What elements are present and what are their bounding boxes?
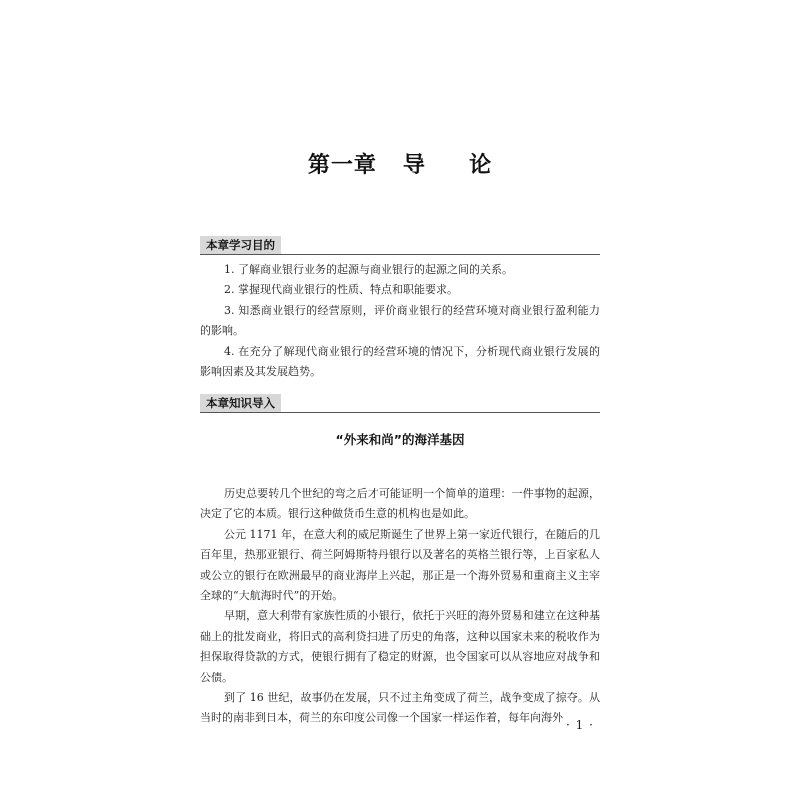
story-paragraph: 早期，意大利带有家族性质的小银行，依托于兴旺的海外贸易和建立在这种基础上的批发商业，将旧式的高利贷扫进了历史的角落，这种以国家未来的税收作为担保取得贷款的方式，使银行拥有了稳定的财源，也令国家可以从容地应对战争和公债。 xyxy=(200,609,600,684)
objective-item: 4. 在充分了解现代商业银行的经营环境的情况下，分析现代商业银行发展的影响因素及其发展趋势。 xyxy=(200,344,600,379)
introduction-section-label xyxy=(200,394,600,413)
chapter-title: 第一章 导 论 xyxy=(307,153,493,178)
page-number: · 1 · xyxy=(566,718,594,732)
objective-item: 3. 知悉商业银行的经营原则，评价商业银行的经营环境对商业银行盈利能力的影响。 xyxy=(200,303,600,338)
story-paragraph: 到了 16 世纪，故事仍在发展，只不过主角变成了荷兰，战争变成了掠夺。从当时的南非到日本，荷兰的东印度公司像一个国家一样运作着，每年向海外 xyxy=(200,691,600,725)
story-body xyxy=(200,484,600,729)
story-paragraph: 历史总要转几个世纪的弯之后才可能证明一个简单的道理：一件事物的起源，决定了它的本质。银行这种做货币生意的机构也是如此。 xyxy=(200,487,600,521)
introduction-label-text: 本章知识导入 xyxy=(200,394,281,412)
story-title: “外来和尚”的海洋基因 xyxy=(335,432,465,447)
objectives-section-label xyxy=(200,236,600,255)
objective-item: 2. 掌握现代商业银行的性质、特点和职能要求。 xyxy=(224,283,458,297)
objectives-label-text: 本章学习目的 xyxy=(200,236,281,254)
story-paragraph: 公元 1171 年，在意大利的威尼斯诞生了世界上第一家近代银行，在随后的几百年里，热那亚银行、荷兰阿姆斯特丹银行以及著名的英格兰银行等，上百家私人或公立的银行在欧洲最早的商业海岸上兴起，那正是一个海外贸易和重商主义主宰全球的“大航海时代”的开始。 xyxy=(200,527,600,603)
objectives-list xyxy=(200,260,600,382)
objective-item: 1. 了解商业银行业务的起源与商业银行的起源之间的关系。 xyxy=(224,263,513,276)
